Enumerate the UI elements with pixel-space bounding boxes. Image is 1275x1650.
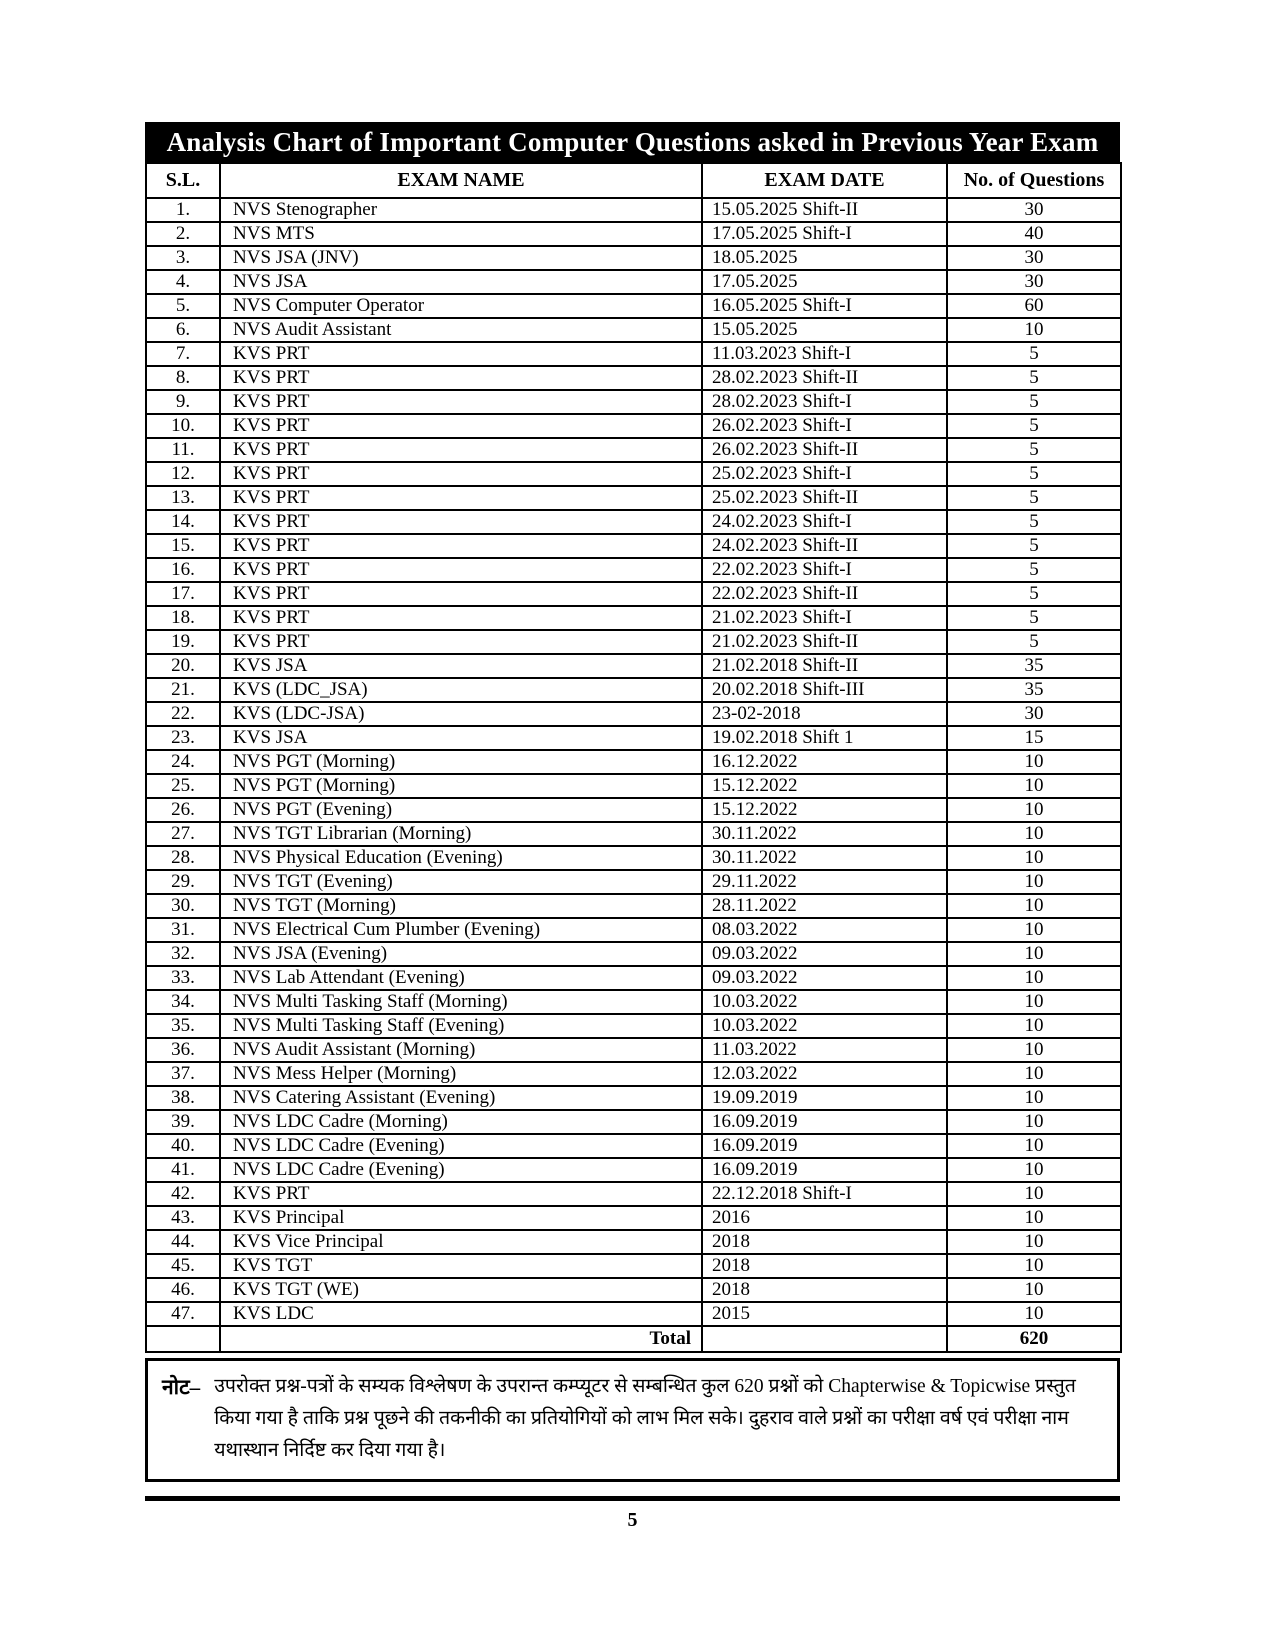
serial-number-cell: 30. — [146, 894, 220, 918]
exam-name-cell: KVS PRT — [220, 462, 702, 486]
exam-name-cell: NVS JSA (JNV) — [220, 246, 702, 270]
exam-name-cell: KVS PRT — [220, 1182, 702, 1206]
serial-number-cell: 8. — [146, 366, 220, 390]
questions-count-cell: 30 — [947, 270, 1121, 294]
exam-date-cell: 15.12.2022 — [702, 774, 947, 798]
footer-rule — [145, 1496, 1120, 1501]
table-row — [146, 798, 1121, 822]
exam-name-cell: NVS LDC Cadre (Evening) — [220, 1134, 702, 1158]
serial-number-cell: 46. — [146, 1278, 220, 1302]
serial-number-cell: 22. — [146, 702, 220, 726]
column-header-no-of-questions: No. of Questions — [947, 163, 1121, 198]
exam-date-cell: 2015 — [702, 1302, 947, 1326]
serial-number-cell: 13. — [146, 486, 220, 510]
table-row — [146, 1254, 1121, 1278]
serial-number-cell: 20. — [146, 654, 220, 678]
serial-number-cell: 25. — [146, 774, 220, 798]
exam-name-cell: KVS JSA — [220, 726, 702, 750]
serial-number-cell: 43. — [146, 1206, 220, 1230]
questions-count-cell: 5 — [947, 438, 1121, 462]
questions-count-cell: 10 — [947, 1254, 1121, 1278]
table-row — [146, 1158, 1121, 1182]
exam-date-cell: 28.02.2023 Shift-II — [702, 366, 947, 390]
questions-count-cell: 10 — [947, 942, 1121, 966]
table-row — [146, 510, 1121, 534]
serial-number-cell: 12. — [146, 462, 220, 486]
exam-date-cell: 26.02.2023 Shift-I — [702, 414, 947, 438]
document-page — [145, 122, 1120, 1532]
questions-count-cell: 10 — [947, 918, 1121, 942]
serial-number-cell: 17. — [146, 582, 220, 606]
table-row — [146, 270, 1121, 294]
exam-date-cell: 09.03.2022 — [702, 942, 947, 966]
table-row — [146, 534, 1121, 558]
exam-name-cell: NVS Physical Education (Evening) — [220, 846, 702, 870]
serial-number-cell: 33. — [146, 966, 220, 990]
table-row — [146, 894, 1121, 918]
table-row — [146, 822, 1121, 846]
table-row — [146, 1134, 1121, 1158]
serial-number-cell: 21. — [146, 678, 220, 702]
table-row — [146, 774, 1121, 798]
exam-date-cell: 15.12.2022 — [702, 798, 947, 822]
page-title: Analysis Chart of Important Computer Questions asked in Previous Year Exam — [145, 122, 1120, 162]
serial-number-cell: 27. — [146, 822, 220, 846]
note-text: उपरोक्त प्रश्न-पत्रों के सम्यक विश्लेषण के उपरान्त कम्प्यूटर से सम्बन्धित कुल 620 प्रश्नों को Chapterwise & Topicwise प्रस्तुत किया गया है ताकि प्रश्न पूछने की तकनीकी का प्रतियोगियों को लाभ मिल सके। दुहराव वाले प्रश्नों का परीक्षा वर्ष एवं परीक्षा नाम यथास्थान निर्दिष्ट कर दिया गया है। — [214, 1376, 1076, 1461]
exam-date-cell: 17.05.2025 — [702, 270, 947, 294]
exam-name-cell: KVS PRT — [220, 534, 702, 558]
exam-date-cell: 2018 — [702, 1278, 947, 1302]
questions-count-cell: 5 — [947, 366, 1121, 390]
serial-number-cell: 41. — [146, 1158, 220, 1182]
table-row — [146, 1086, 1121, 1110]
serial-number-cell: 1. — [146, 198, 220, 222]
exam-date-cell: 21.02.2018 Shift-II — [702, 654, 947, 678]
exam-name-cell: NVS Stenographer — [220, 198, 702, 222]
questions-count-cell: 10 — [947, 1206, 1121, 1230]
questions-count-cell: 10 — [947, 966, 1121, 990]
total-row-date-cell — [702, 1326, 947, 1352]
exam-name-cell: KVS PRT — [220, 630, 702, 654]
exam-name-cell: KVS LDC — [220, 1302, 702, 1326]
exam-name-cell: NVS LDC Cadre (Morning) — [220, 1110, 702, 1134]
exam-date-cell: 2018 — [702, 1230, 947, 1254]
exam-date-cell: 15.05.2025 Shift-II — [702, 198, 947, 222]
exam-name-cell: NVS TGT (Evening) — [220, 870, 702, 894]
table-row — [146, 654, 1121, 678]
exam-date-cell: 28.11.2022 — [702, 894, 947, 918]
questions-count-cell: 5 — [947, 390, 1121, 414]
table-row — [146, 726, 1121, 750]
table-row — [146, 1038, 1121, 1062]
questions-count-cell: 10 — [947, 774, 1121, 798]
questions-count-cell: 40 — [947, 222, 1121, 246]
table-row — [146, 246, 1121, 270]
exam-name-cell: NVS Mess Helper (Morning) — [220, 1062, 702, 1086]
serial-number-cell: 42. — [146, 1182, 220, 1206]
questions-count-cell: 10 — [947, 894, 1121, 918]
table-row — [146, 1110, 1121, 1134]
exam-date-cell: 10.03.2022 — [702, 1014, 947, 1038]
table-row — [146, 1302, 1121, 1326]
exam-name-cell: KVS (LDC_JSA) — [220, 678, 702, 702]
serial-number-cell: 44. — [146, 1230, 220, 1254]
exam-name-cell: NVS JSA — [220, 270, 702, 294]
serial-number-cell: 36. — [146, 1038, 220, 1062]
exam-name-cell: KVS PRT — [220, 342, 702, 366]
serial-number-cell: 5. — [146, 294, 220, 318]
note-label: नोट– — [162, 1375, 201, 1399]
serial-number-cell: 40. — [146, 1134, 220, 1158]
exam-name-cell: KVS PRT — [220, 606, 702, 630]
table-row — [146, 198, 1121, 222]
exam-name-cell: KVS TGT (WE) — [220, 1278, 702, 1302]
exam-analysis-table — [145, 162, 1122, 1353]
table-row — [146, 486, 1121, 510]
exam-date-cell: 26.02.2023 Shift-II — [702, 438, 947, 462]
exam-date-cell: 22.02.2023 Shift-II — [702, 582, 947, 606]
table-row — [146, 294, 1121, 318]
table-row — [146, 918, 1121, 942]
exam-name-cell: KVS PRT — [220, 438, 702, 462]
exam-name-cell: NVS Audit Assistant — [220, 318, 702, 342]
questions-count-cell: 5 — [947, 606, 1121, 630]
questions-count-cell: 10 — [947, 318, 1121, 342]
questions-count-cell: 5 — [947, 558, 1121, 582]
table-row — [146, 630, 1121, 654]
exam-date-cell: 10.03.2022 — [702, 990, 947, 1014]
exam-name-cell: KVS Principal — [220, 1206, 702, 1230]
exam-date-cell: 24.02.2023 Shift-I — [702, 510, 947, 534]
column-header-exam-name: EXAM NAME — [220, 163, 702, 198]
exam-name-cell: KVS PRT — [220, 486, 702, 510]
serial-number-cell: 35. — [146, 1014, 220, 1038]
table-row — [146, 1206, 1121, 1230]
serial-number-cell: 31. — [146, 918, 220, 942]
questions-count-cell: 10 — [947, 1134, 1121, 1158]
table-row — [146, 1182, 1121, 1206]
exam-name-cell: NVS TGT (Morning) — [220, 894, 702, 918]
serial-number-cell: 14. — [146, 510, 220, 534]
table-row — [146, 462, 1121, 486]
questions-count-cell: 10 — [947, 798, 1121, 822]
serial-number-cell: 10. — [146, 414, 220, 438]
exam-date-cell: 16.09.2019 — [702, 1110, 947, 1134]
exam-name-cell: NVS LDC Cadre (Evening) — [220, 1158, 702, 1182]
serial-number-cell: 29. — [146, 870, 220, 894]
questions-count-cell: 10 — [947, 1062, 1121, 1086]
serial-number-cell: 26. — [146, 798, 220, 822]
serial-number-cell: 19. — [146, 630, 220, 654]
questions-count-cell: 35 — [947, 678, 1121, 702]
table-row — [146, 750, 1121, 774]
exam-date-cell: 25.02.2023 Shift-II — [702, 486, 947, 510]
table-row — [146, 1014, 1121, 1038]
questions-count-cell: 10 — [947, 1110, 1121, 1134]
questions-count-cell: 30 — [947, 198, 1121, 222]
questions-count-cell: 5 — [947, 534, 1121, 558]
table-row — [146, 558, 1121, 582]
questions-count-cell: 10 — [947, 1038, 1121, 1062]
serial-number-cell: 4. — [146, 270, 220, 294]
table-row — [146, 438, 1121, 462]
questions-count-cell: 10 — [947, 846, 1121, 870]
table-row — [146, 582, 1121, 606]
serial-number-cell: 39. — [146, 1110, 220, 1134]
questions-count-cell: 35 — [947, 654, 1121, 678]
exam-date-cell: 16.09.2019 — [702, 1158, 947, 1182]
exam-date-cell: 16.09.2019 — [702, 1134, 947, 1158]
exam-date-cell: 18.05.2025 — [702, 246, 947, 270]
serial-number-cell: 38. — [146, 1086, 220, 1110]
exam-date-cell: 22.02.2023 Shift-I — [702, 558, 947, 582]
questions-count-cell: 10 — [947, 1158, 1121, 1182]
exam-date-cell: 24.02.2023 Shift-II — [702, 534, 947, 558]
serial-number-cell: 32. — [146, 942, 220, 966]
questions-count-cell: 10 — [947, 822, 1121, 846]
exam-name-cell: NVS JSA (Evening) — [220, 942, 702, 966]
table-row — [146, 702, 1121, 726]
questions-count-cell: 5 — [947, 486, 1121, 510]
exam-name-cell: KVS (LDC-JSA) — [220, 702, 702, 726]
exam-name-cell: NVS Multi Tasking Staff (Evening) — [220, 1014, 702, 1038]
questions-count-cell: 5 — [947, 342, 1121, 366]
column-header-exam-date: EXAM DATE — [702, 163, 947, 198]
serial-number-cell: 18. — [146, 606, 220, 630]
table-row — [146, 846, 1121, 870]
exam-date-cell: 2016 — [702, 1206, 947, 1230]
questions-count-cell: 10 — [947, 1278, 1121, 1302]
serial-number-cell: 16. — [146, 558, 220, 582]
questions-count-cell: 5 — [947, 462, 1121, 486]
questions-count-cell: 5 — [947, 582, 1121, 606]
total-row — [146, 1326, 1121, 1352]
serial-number-cell: 24. — [146, 750, 220, 774]
table-header-row — [146, 163, 1121, 198]
exam-name-cell: NVS MTS — [220, 222, 702, 246]
exam-date-cell: 19.02.2018 Shift 1 — [702, 726, 947, 750]
serial-number-cell: 28. — [146, 846, 220, 870]
table-row — [146, 366, 1121, 390]
table-row — [146, 990, 1121, 1014]
table-row — [146, 342, 1121, 366]
questions-count-cell: 10 — [947, 1302, 1121, 1326]
exam-date-cell: 11.03.2023 Shift-I — [702, 342, 947, 366]
table-row — [146, 870, 1121, 894]
questions-count-cell: 10 — [947, 870, 1121, 894]
exam-name-cell: NVS PGT (Morning) — [220, 750, 702, 774]
exam-table-body — [146, 198, 1121, 1326]
column-header-sl: S.L. — [146, 163, 220, 198]
exam-date-cell: 23-02-2018 — [702, 702, 947, 726]
table-row — [146, 1230, 1121, 1254]
exam-date-cell: 19.09.2019 — [702, 1086, 947, 1110]
serial-number-cell: 11. — [146, 438, 220, 462]
exam-date-cell: 20.02.2018 Shift-III — [702, 678, 947, 702]
questions-count-cell: 15 — [947, 726, 1121, 750]
table-row — [146, 390, 1121, 414]
exam-name-cell: KVS PRT — [220, 582, 702, 606]
questions-count-cell: 10 — [947, 750, 1121, 774]
questions-count-cell: 10 — [947, 1230, 1121, 1254]
questions-count-cell: 30 — [947, 702, 1121, 726]
exam-name-cell: NVS Electrical Cum Plumber (Evening) — [220, 918, 702, 942]
exam-name-cell: KVS PRT — [220, 390, 702, 414]
table-row — [146, 1062, 1121, 1086]
serial-number-cell: 37. — [146, 1062, 220, 1086]
serial-number-cell: 15. — [146, 534, 220, 558]
serial-number-cell: 3. — [146, 246, 220, 270]
exam-date-cell: 17.05.2025 Shift-I — [702, 222, 947, 246]
exam-date-cell: 22.12.2018 Shift-I — [702, 1182, 947, 1206]
questions-count-cell: 60 — [947, 294, 1121, 318]
exam-name-cell: NVS Catering Assistant (Evening) — [220, 1086, 702, 1110]
exam-date-cell: 08.03.2022 — [702, 918, 947, 942]
exam-name-cell: NVS Lab Attendant (Evening) — [220, 966, 702, 990]
serial-number-cell: 47. — [146, 1302, 220, 1326]
exam-date-cell: 11.03.2022 — [702, 1038, 947, 1062]
table-row — [146, 942, 1121, 966]
exam-date-cell: 09.03.2022 — [702, 966, 947, 990]
questions-count-cell: 10 — [947, 1182, 1121, 1206]
questions-count-cell: 10 — [947, 990, 1121, 1014]
page-number: 5 — [627, 1509, 638, 1531]
questions-count-cell: 5 — [947, 510, 1121, 534]
exam-date-cell: 2018 — [702, 1254, 947, 1278]
exam-date-cell: 28.02.2023 Shift-I — [702, 390, 947, 414]
table-row — [146, 678, 1121, 702]
exam-name-cell: KVS PRT — [220, 558, 702, 582]
serial-number-cell: 6. — [146, 318, 220, 342]
table-row — [146, 414, 1121, 438]
exam-name-cell: NVS PGT (Morning) — [220, 774, 702, 798]
exam-date-cell: 21.02.2023 Shift-II — [702, 630, 947, 654]
questions-count-cell: 5 — [947, 414, 1121, 438]
exam-name-cell: NVS Audit Assistant (Morning) — [220, 1038, 702, 1062]
exam-date-cell: 30.11.2022 — [702, 846, 947, 870]
exam-name-cell: NVS Computer Operator — [220, 294, 702, 318]
questions-count-cell: 10 — [947, 1086, 1121, 1110]
exam-name-cell: KVS PRT — [220, 414, 702, 438]
table-row — [146, 318, 1121, 342]
serial-number-cell: 2. — [146, 222, 220, 246]
questions-count-cell: 30 — [947, 246, 1121, 270]
exam-date-cell: 16.12.2022 — [702, 750, 947, 774]
exam-name-cell: KVS Vice Principal — [220, 1230, 702, 1254]
table-row — [146, 606, 1121, 630]
exam-name-cell: NVS Multi Tasking Staff (Morning) — [220, 990, 702, 1014]
exam-date-cell: 16.05.2025 Shift-I — [702, 294, 947, 318]
serial-number-cell: 9. — [146, 390, 220, 414]
exam-name-cell: NVS TGT Librarian (Morning) — [220, 822, 702, 846]
exam-name-cell: KVS JSA — [220, 654, 702, 678]
exam-date-cell: 21.02.2023 Shift-I — [702, 606, 947, 630]
table-row — [146, 222, 1121, 246]
total-questions-value: 620 — [947, 1326, 1121, 1352]
total-row-sl-cell — [146, 1326, 220, 1352]
note-box — [145, 1358, 1120, 1482]
exam-date-cell: 25.02.2023 Shift-I — [702, 462, 947, 486]
table-row — [146, 1278, 1121, 1302]
questions-count-cell: 10 — [947, 1014, 1121, 1038]
exam-name-cell: NVS PGT (Evening) — [220, 798, 702, 822]
serial-number-cell: 45. — [146, 1254, 220, 1278]
exam-date-cell: 30.11.2022 — [702, 822, 947, 846]
serial-number-cell: 34. — [146, 990, 220, 1014]
exam-name-cell: KVS PRT — [220, 510, 702, 534]
exam-date-cell: 29.11.2022 — [702, 870, 947, 894]
questions-count-cell: 5 — [947, 630, 1121, 654]
exam-name-cell: KVS PRT — [220, 366, 702, 390]
total-label: Total — [220, 1326, 702, 1352]
serial-number-cell: 23. — [146, 726, 220, 750]
exam-name-cell: KVS TGT — [220, 1254, 702, 1278]
exam-date-cell: 12.03.2022 — [702, 1062, 947, 1086]
exam-date-cell: 15.05.2025 — [702, 318, 947, 342]
serial-number-cell: 7. — [146, 342, 220, 366]
table-row — [146, 966, 1121, 990]
